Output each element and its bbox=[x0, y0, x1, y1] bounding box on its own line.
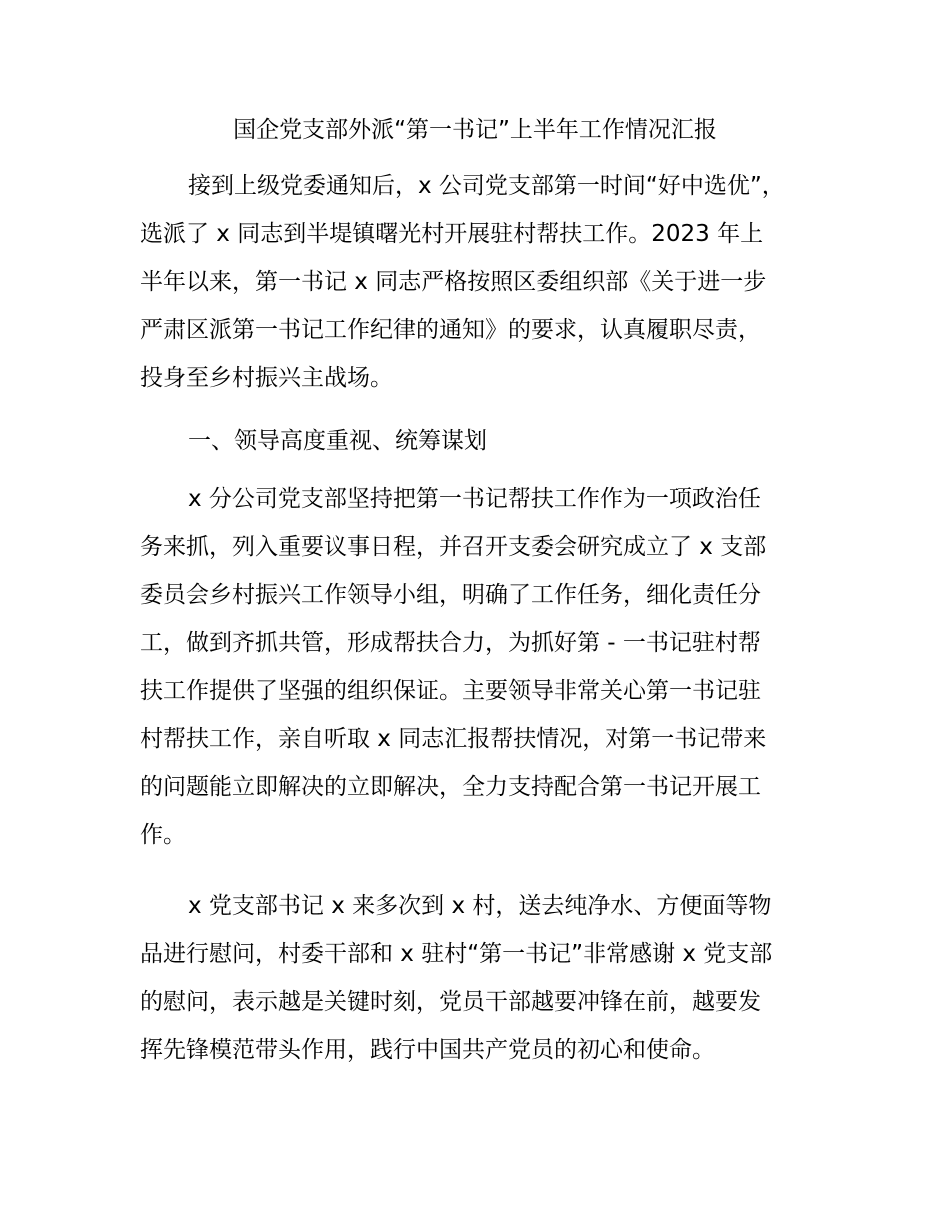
paragraph-line: 的慰问，表示越是关键时刻，党员干部越要冲锋在前，越要发 bbox=[140, 989, 761, 1015]
document-title: 国企党支部外派“第一书记”上半年工作情况汇报 bbox=[233, 117, 717, 143]
section-heading-1 bbox=[140, 417, 820, 465]
paragraph-line: 严肃区派第一书记工作纪律的通知》的要求，认真履职尽责， bbox=[140, 317, 761, 343]
paragraph-intro bbox=[140, 162, 820, 402]
paragraph-line: 接到上级党委通知后，x 公司党支部第一时间“好中选优”， bbox=[188, 173, 785, 199]
section-heading-text: 一、领导高度重视、统筹谋划 bbox=[188, 428, 487, 454]
paragraph-line: 作。 bbox=[140, 822, 186, 848]
paragraph-visit bbox=[140, 882, 820, 1074]
paragraph-line: 扶工作提供了坚强的组织保证。主要领导非常关心第一书记驻 bbox=[140, 678, 761, 704]
paragraph-line: 品进行慰问，村委干部和 x 驻村“第一书记”非常感谢 x 党支部 bbox=[140, 941, 773, 967]
paragraph-line: 投身至乡村振兴主战场。 bbox=[140, 365, 393, 391]
paragraph-line: 半年以来，第一书记 x 同志严格按照区委组织部《关于进一步 bbox=[140, 269, 767, 295]
paragraph-line: 务来抓，列入重要议事日程，并召开支委会研究成立了 x 支部 bbox=[140, 534, 767, 560]
paragraph-line: 挥先锋模范带头作用，践行中国共产党员的初心和使命。 bbox=[140, 1037, 715, 1063]
paragraph-line: 的问题能立即解决的立即解决，全力支持配合第一书记开展工 bbox=[140, 774, 761, 800]
paragraph-line: 工，做到齐抓共管，形成帮扶合力，为抓好第 - 一书记驻村帮 bbox=[140, 630, 761, 656]
paragraph-section-1-body bbox=[140, 475, 820, 859]
paragraph-line: 村帮扶工作，亲自听取 x 同志汇报帮扶情况，对第一书记带来 bbox=[140, 726, 767, 752]
paragraph-line: 委员会乡村振兴工作领导小组，明确了工作任务，细化责任分 bbox=[140, 582, 761, 608]
paragraph-line: 选派了 x 同志到半堤镇曙光村开展驻村帮扶工作。2023 年上 bbox=[140, 221, 764, 247]
paragraph-line: x 分公司党支部坚持把第一书记帮扶工作作为一项政治任 bbox=[188, 486, 761, 512]
paragraph-line: x 党支部书记 x 来多次到 x 村，送去纯净水、方便面等物 bbox=[188, 893, 772, 919]
